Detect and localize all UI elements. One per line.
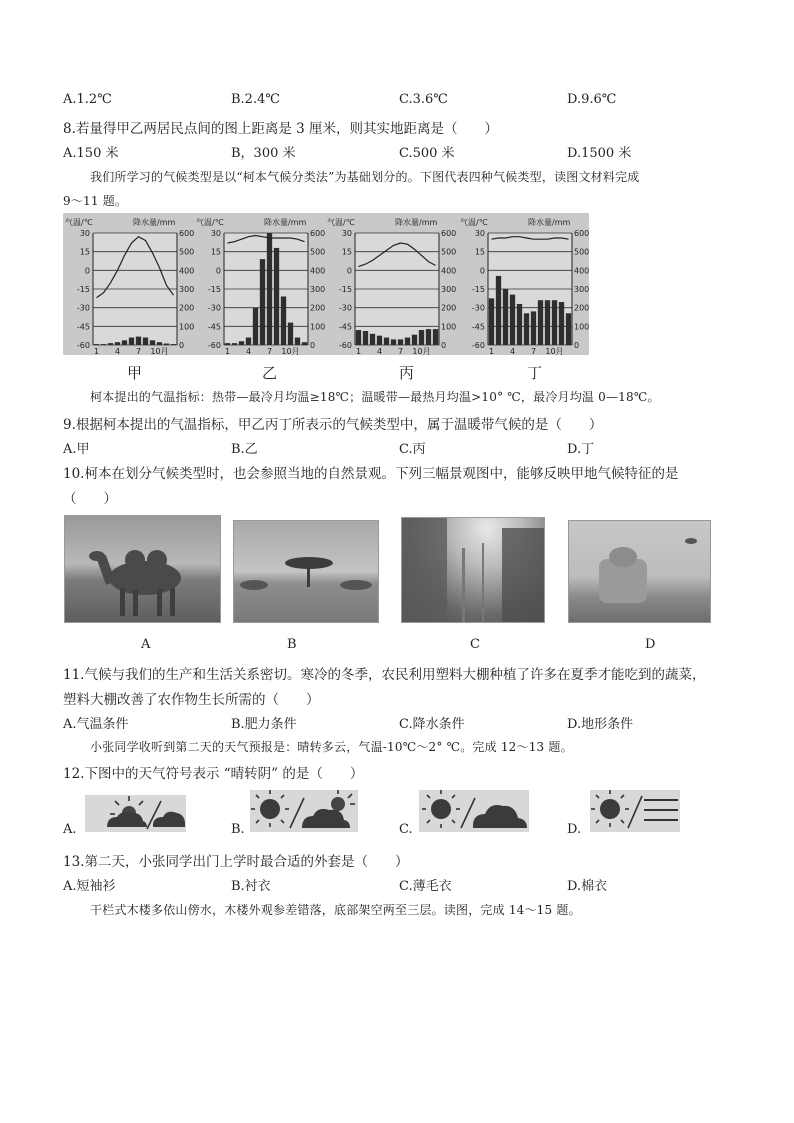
precip-bar-yi [274, 248, 279, 345]
month-tick-label-jia: 7 [135, 347, 142, 355]
q7-option-d: D.9.6℃ [567, 92, 617, 107]
q7-option-b: B.2.4℃ [231, 92, 280, 107]
chart-name-bing: 丙 [399, 364, 415, 382]
month-tick-label-ding: 10月 [545, 347, 564, 355]
photo-label-b: B [287, 637, 297, 652]
month-tick-label-yi: 7 [266, 347, 273, 355]
sun-icon [591, 790, 629, 827]
photo-d-polar-bear [568, 520, 711, 623]
climate-charts-panel [63, 213, 589, 355]
q13-option-a: A.短袖衫 [63, 879, 116, 894]
weather-symbol-b [250, 790, 358, 832]
precip-bar-jia [157, 342, 162, 345]
sun-behind-cloud-icon [107, 796, 147, 827]
temp-tick-label-ding: -30 [471, 303, 485, 313]
q12-option-b-letter: B. [231, 822, 245, 837]
photo-b-savanna [233, 520, 379, 623]
temp-tick-label-ding: -15 [471, 285, 485, 294]
precip-bar-bing [433, 329, 438, 345]
intro-9-11-line1: 我们所学习的气候类型是以“柯本气候分类法”为基础划分的。下图代表四种气候类型，读图文材料完成 [90, 170, 640, 184]
precip-bar-bing [405, 338, 410, 345]
q9-option-d: D.丁 [567, 442, 595, 457]
precip-bar-jia [101, 344, 106, 345]
precip-tick-label-yi: 300 [310, 285, 326, 294]
precip-bar-ding [559, 302, 564, 345]
precip-bar-ding [517, 304, 522, 345]
q12-option-d-letter: D. [567, 822, 582, 837]
q8-option-d: D.1500 米 [567, 146, 632, 161]
precip-bar-bing [370, 334, 375, 345]
temp-tick-label-ding: 30 [474, 229, 485, 238]
temp-tick-label-jia: -15 [76, 285, 90, 294]
temp-tick-label-bing: 15 [341, 247, 352, 257]
precip-bar-ding [545, 300, 550, 345]
precip-tick-label-ding: 400 [574, 266, 589, 276]
q12-stem: 12.下图中的天气符号表示 “晴转阴” 的是（ ） [63, 766, 364, 782]
precip-bar-bing [377, 336, 382, 345]
temp-tick-label-jia: 15 [79, 247, 90, 257]
temp-tick-label-bing: -60 [338, 341, 352, 350]
q10-stem-cont: （ ） [63, 491, 117, 507]
temp-tick-label-ding: 15 [474, 247, 485, 257]
q8-option-c: C.500 米 [399, 146, 455, 161]
precip-axis-label-bing: 降水量/mm [395, 218, 438, 227]
temp-tick-label-bing: -45 [338, 322, 352, 332]
precip-tick-label-jia: 500 [179, 247, 195, 257]
precip-bar-jia [108, 343, 113, 345]
temp-tick-label-jia: -60 [76, 341, 90, 350]
month-tick-label-ding: 7 [530, 347, 537, 355]
photo-label-c: C [470, 637, 480, 652]
precip-tick-label-ding: 300 [574, 285, 589, 294]
q11-stem-cont: 塑料大棚改善了农作物生长所需的（ ） [63, 692, 320, 708]
precip-bar-jia [136, 337, 141, 345]
precip-bar-bing [398, 339, 403, 345]
q8-option-a: A.150 米 [63, 146, 119, 161]
q12-option-c-letter: C. [399, 822, 413, 837]
temp-tick-label-ding: -60 [471, 341, 485, 350]
precip-bar-yi [232, 343, 237, 345]
precip-tick-label-ding: 500 [574, 247, 589, 257]
temp-tick-label-yi: -60 [207, 341, 221, 350]
precip-tick-label-bing: 0 [441, 341, 447, 350]
month-tick-label-bing: 4 [376, 347, 383, 355]
precip-tick-label-bing: 100 [441, 322, 457, 332]
temp-tick-label-ding: 0 [479, 266, 485, 276]
precip-bar-bing [426, 329, 431, 345]
cloud-icon [153, 812, 185, 827]
month-tick-label-ding: 1 [488, 347, 495, 355]
temp-tick-label-bing: 30 [341, 229, 352, 238]
q9-option-a: A.甲 [63, 442, 90, 457]
precip-bar-yi [239, 341, 244, 345]
precip-tick-label-yi: 600 [310, 229, 326, 238]
precip-tick-label-yi: 400 [310, 266, 326, 276]
precip-tick-label-jia: 0 [179, 341, 185, 350]
month-tick-label-yi: 4 [245, 347, 252, 355]
weather-symbol-c [419, 790, 529, 832]
precip-axis-label-yi: 降水量/mm [264, 218, 307, 227]
precip-tick-label-bing: 400 [441, 266, 457, 276]
month-tick-label-yi: 10月 [281, 347, 300, 355]
month-tick-label-ding: 4 [509, 347, 516, 355]
precip-tick-label-yi: 100 [310, 322, 326, 332]
precip-bar-bing [363, 331, 368, 345]
koppen-note: 柯本提出的气温指标：热带—最冷月均温≥18℃；温暖带—最热月均温>10° ℃，最冷月均温 0—18℃。 [90, 390, 660, 404]
precip-bar-ding [503, 289, 508, 345]
precip-bar-yi [267, 233, 272, 345]
precip-bar-jia [122, 340, 127, 345]
temp-tick-label-jia: -45 [76, 322, 90, 332]
chart-name-yi: 乙 [262, 364, 278, 382]
precip-tick-label-bing: 600 [441, 229, 457, 238]
photo-c-forest [401, 517, 545, 623]
temp-tick-label-jia: 0 [84, 266, 90, 276]
temp-axis-label-jia: 气温/℃ [65, 218, 93, 227]
q11-option-d: D.地形条件 [567, 717, 634, 732]
intro-14-15: 干栏式木楼多依山傍水，木楼外观参差错落，底部架空两至三层。读图，完成 14～15 题。 [90, 903, 581, 917]
precip-bar-jia [143, 338, 148, 345]
q7-option-a: A.1.2℃ [63, 92, 112, 107]
precip-tick-label-bing: 300 [441, 285, 457, 294]
temp-axis-label-yi: 气温/℃ [196, 218, 224, 227]
precip-tick-label-ding: 0 [574, 341, 580, 350]
sun-icon [251, 790, 289, 827]
temp-tick-label-yi: -45 [207, 322, 221, 332]
intro-9-11-line2: 9～11 题。 [63, 194, 128, 208]
precip-tick-label-bing: 500 [441, 247, 457, 257]
precip-bar-jia [94, 344, 99, 345]
precip-bar-yi [253, 308, 258, 345]
month-tick-label-bing: 10月 [412, 347, 431, 355]
q13-stem: 13.第二天，小张同学出门上学时最合适的外套是（ ） [63, 854, 409, 870]
photo-label-a: A [141, 637, 151, 652]
precip-bar-jia [115, 342, 120, 345]
temp-tick-label-yi: -30 [207, 303, 221, 313]
temp-tick-label-jia: -30 [76, 303, 90, 313]
precip-bar-ding [510, 295, 515, 345]
month-tick-label-jia: 10月 [150, 347, 169, 355]
q11-option-b: B.肥力条件 [231, 717, 297, 732]
precip-bar-ding [496, 276, 501, 345]
q8-option-b: B，300 米 [231, 146, 296, 161]
precip-bar-yi [260, 259, 265, 345]
precip-tick-label-ding: 100 [574, 322, 589, 332]
temp-tick-label-ding: -45 [471, 322, 485, 332]
temp-tick-label-yi: 30 [210, 229, 221, 238]
precip-tick-label-yi: 0 [310, 341, 316, 350]
precip-bar-yi [246, 338, 251, 345]
precip-bar-yi [295, 338, 300, 345]
precip-bar-ding [538, 300, 543, 345]
q13-option-d: D.棉衣 [567, 879, 608, 894]
chart-name-ding: 丁 [527, 364, 543, 382]
temp-tick-label-jia: 30 [79, 229, 90, 238]
temp-axis-label-ding: 气温/℃ [460, 218, 488, 227]
q11-stem: 11.气候与我们的生产和生活关系密切。寒冷的冬季，农民利用塑料大棚种植了许多在夏季才能吃到的蔬菜， [63, 667, 706, 683]
precip-tick-label-jia: 300 [179, 285, 195, 294]
q9-option-b: B.乙 [231, 442, 258, 457]
chart-name-jia: 甲 [127, 364, 143, 382]
cloud-icon [473, 805, 527, 828]
q8-stem: 8.若量得甲乙两居民点间的图上距离是 3 厘米，则其实地距离是（ ） [63, 121, 499, 137]
temp-axis-label-bing: 气温/℃ [327, 218, 355, 227]
month-tick-label-jia: 4 [114, 347, 121, 355]
precip-tick-label-yi: 200 [310, 303, 326, 313]
temp-tick-label-yi: 0 [215, 266, 221, 276]
precip-bar-bing [419, 330, 424, 345]
precip-tick-label-yi: 500 [310, 247, 326, 257]
month-tick-label-bing: 7 [397, 347, 404, 355]
precip-tick-label-ding: 600 [574, 229, 589, 238]
precip-bar-jia [164, 344, 169, 345]
precip-tick-label-jia: 600 [179, 229, 195, 238]
precip-bar-ding [489, 298, 494, 345]
temp-tick-label-bing: 0 [346, 266, 352, 276]
precip-tick-label-ding: 200 [574, 303, 589, 313]
precip-axis-label-jia: 降水量/mm [133, 218, 176, 227]
precip-tick-label-jia: 400 [179, 266, 195, 276]
q11-option-a: A.气温条件 [63, 717, 129, 732]
intro-12-13: 小张同学收听到第二天的天气预报是：晴转多云，气温-10℃～2° ℃。完成 12～13 题。 [90, 740, 573, 754]
precip-bar-yi [225, 343, 230, 345]
temp-tick-label-yi: -15 [207, 285, 221, 294]
temp-tick-label-bing: -30 [338, 303, 352, 313]
precip-bar-yi [302, 342, 307, 345]
precip-bar-yi [281, 296, 286, 345]
precip-bar-jia [129, 338, 134, 345]
q7-option-c: C.3.6℃ [399, 92, 448, 107]
temp-tick-label-yi: 15 [210, 247, 221, 257]
precip-bar-bing [391, 339, 396, 345]
weather-symbol-d [590, 790, 680, 832]
precip-tick-label-bing: 200 [441, 303, 457, 313]
precip-bar-ding [524, 313, 529, 345]
month-tick-label-yi: 1 [224, 347, 231, 355]
q9-option-c: C.丙 [399, 442, 426, 457]
q9-stem: 9.根据柯本提出的气温指标，甲乙丙丁所表示的气候类型中，属于温暖带气候的是（ ） [63, 417, 603, 433]
photo-label-d: D [645, 637, 656, 652]
precip-bar-jia [171, 344, 176, 345]
precip-tick-label-jia: 200 [179, 303, 195, 313]
precip-bar-ding [531, 311, 536, 345]
q12-option-a-letter: A. [63, 822, 77, 837]
precip-bar-ding [566, 313, 571, 345]
overcast-icon [644, 800, 678, 820]
temp-tick-label-bing: -15 [338, 285, 352, 294]
precip-axis-label-ding: 降水量/mm [528, 218, 571, 227]
precip-bar-bing [412, 335, 417, 345]
q10-stem: 10.柯本在划分气候类型时，也会参照当地的自然景观。下列三幅景观图中，能够反映甲地气候特征的是 [63, 466, 679, 482]
precip-bar-yi [288, 323, 293, 345]
weather-symbol-a [85, 795, 186, 832]
precip-bar-bing [384, 338, 389, 345]
sun-icon [422, 790, 460, 828]
precip-bar-jia [150, 340, 155, 345]
photo-a-camel [64, 515, 221, 623]
month-tick-label-jia: 1 [93, 347, 100, 355]
precip-bar-bing [356, 330, 361, 345]
q13-option-c: C.薄毛衣 [399, 879, 452, 894]
sun-behind-cloud-icon [302, 790, 355, 828]
q11-option-c: C.降水条件 [399, 717, 465, 732]
month-tick-label-bing: 1 [355, 347, 362, 355]
q13-option-b: B.衬衣 [231, 879, 271, 894]
precip-tick-label-jia: 100 [179, 322, 195, 332]
precip-bar-ding [552, 300, 557, 345]
